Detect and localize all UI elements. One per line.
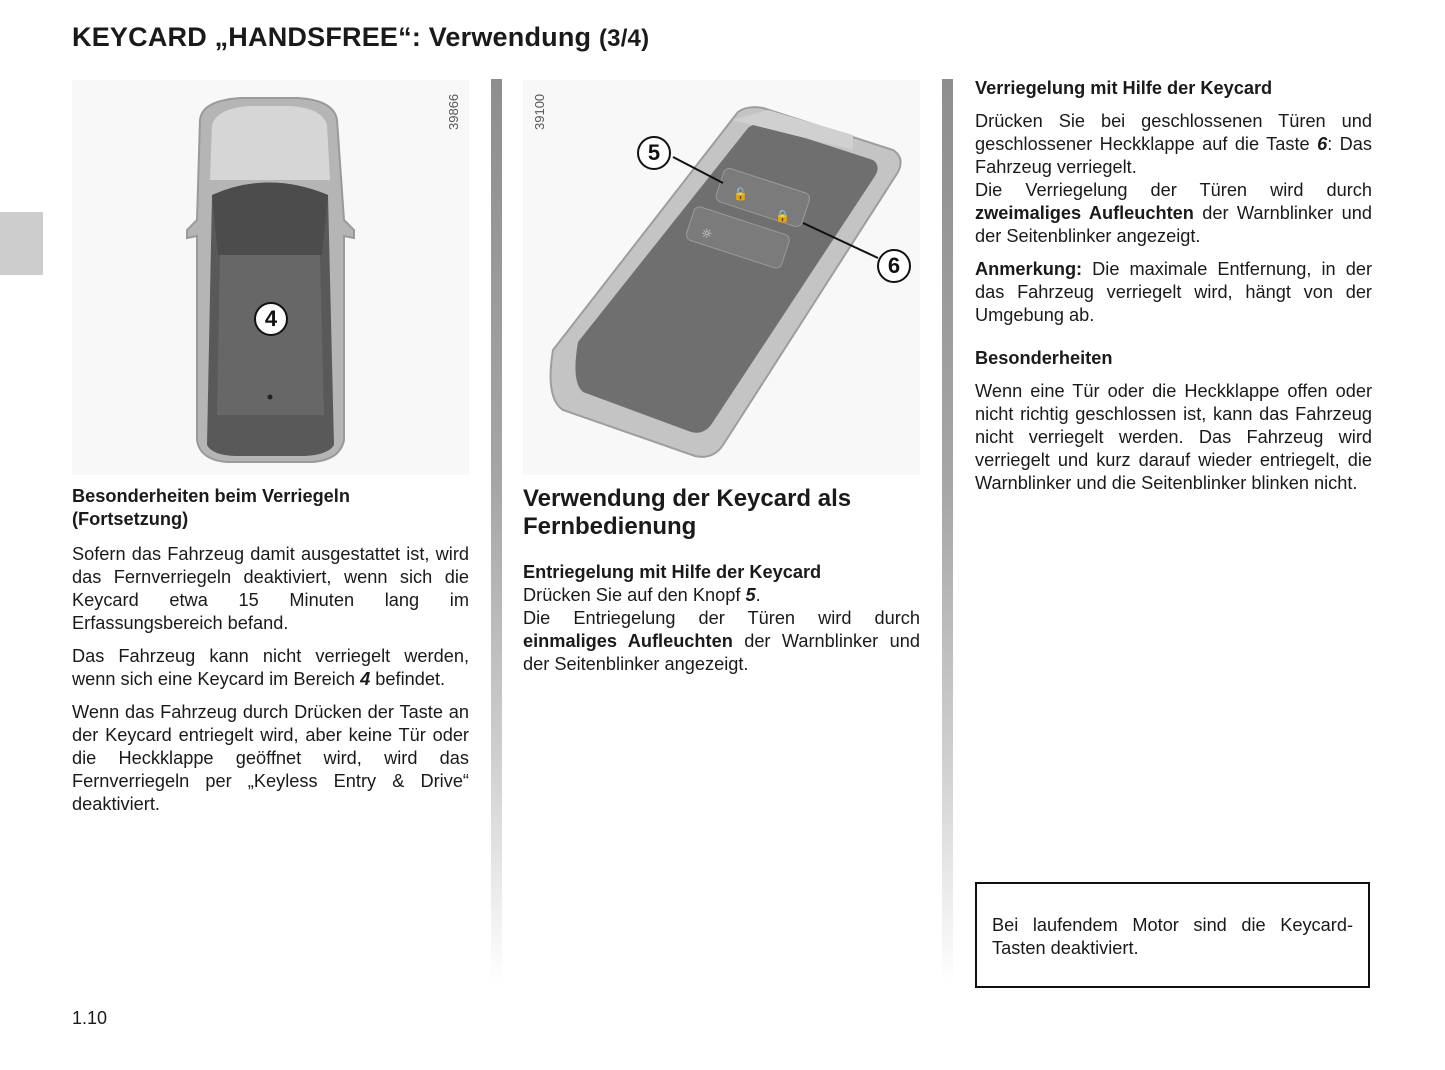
- title-text: KEYCARD „HANDSFREE“: Verwendung: [72, 22, 592, 52]
- info-box-text: Bei laufendem Motor sind die Keycard-Tasten deaktiviert.: [992, 915, 1353, 958]
- callout-5: 5: [637, 136, 671, 170]
- page-title: [72, 22, 649, 53]
- paragraph: Wenn das Fahrzeug durch Drücken der Taste an der Keycard entriegelt wird, aber keine Tür oder die Heckklappe geöffnet wird, wird das Fernverriegeln per „Keyless Entry & Drive“ deaktiviert.: [72, 702, 469, 814]
- paragraph: Die Entriegelung der Türen wird durch einmaliges Aufleuchten der Warnblinker und der Seitenblinker angezeigt.: [523, 608, 920, 674]
- column-2: [523, 485, 920, 676]
- note-paragraph: Anmerkung: Die maximale Entfernung, in der das Fahrzeug verriegelt wird, hängt von der Umgebung ab.: [975, 259, 1372, 325]
- page-number: 1.10: [72, 1008, 108, 1028]
- column-divider: [491, 79, 502, 984]
- section-heading: Verriegelung mit Hilfe der Keycard: [975, 78, 1273, 98]
- subheading: Entriegelung mit Hilfe der Keycard: [523, 562, 822, 582]
- section-heading: Verwendung der Keycard als Fernbedienung: [523, 485, 852, 540]
- callout-4: 4: [254, 302, 288, 336]
- paragraph: Sofern das Fahrzeug damit ausgestattet ist, wird das Fernverriegeln deaktiviert, wenn sich die Keycard etwa 15 Minuten lang im Erfassungsbereich befand.: [72, 544, 469, 633]
- figure-id: 39100: [532, 93, 547, 130]
- info-box: [975, 882, 1370, 988]
- paragraph: Wenn eine Tür oder die Heckklappe offen oder nicht richtig geschlossen ist, kann das Fahrzeug nicht verriegelt werden. Das Fahrzeug wird verriegelt und kurz darauf wieder entriegelt, die Warnblinker und die Seitenblinker blinken nicht.: [975, 381, 1372, 493]
- section-tab-marker: [0, 212, 43, 275]
- callout-6: 6: [877, 249, 911, 283]
- svg-text:🔒: 🔒: [775, 209, 790, 223]
- paragraph: Drücken Sie auf den Knopf 5.: [523, 585, 761, 605]
- figure-id: 39866: [446, 93, 461, 130]
- keycard-icon: [523, 80, 920, 475]
- car-top-view-figure: [72, 80, 469, 475]
- paragraph: Das Fahrzeug kann nicht verriegelt werden, wenn sich eine Keycard im Bereich 4 befindet.: [72, 646, 469, 689]
- title-page-indicator: (3/4): [598, 25, 650, 52]
- svg-text:🔓: 🔓: [733, 187, 748, 201]
- column-divider: [942, 79, 953, 984]
- column-3: [975, 77, 1372, 505]
- svg-text:☼: ☼: [701, 227, 713, 242]
- column-1: [72, 485, 469, 826]
- paragraph: Die Verriegelung der Türen wird durch zweimaliges Aufleuchten der Warnblinker und der Seitenblinker angezeigt.: [975, 180, 1372, 246]
- car-top-view-icon: [72, 80, 469, 475]
- paragraph: Drücken Sie bei geschlossenen Türen und geschlossener Heckklappe auf die Taste 6: Das Fahrzeug verriegelt.: [975, 111, 1372, 177]
- section-heading: Besonderheiten: [975, 348, 1113, 368]
- keycard-figure: [523, 80, 920, 475]
- section-heading: Besonderheiten beim Verriegeln (Fortsetzung): [72, 486, 350, 529]
